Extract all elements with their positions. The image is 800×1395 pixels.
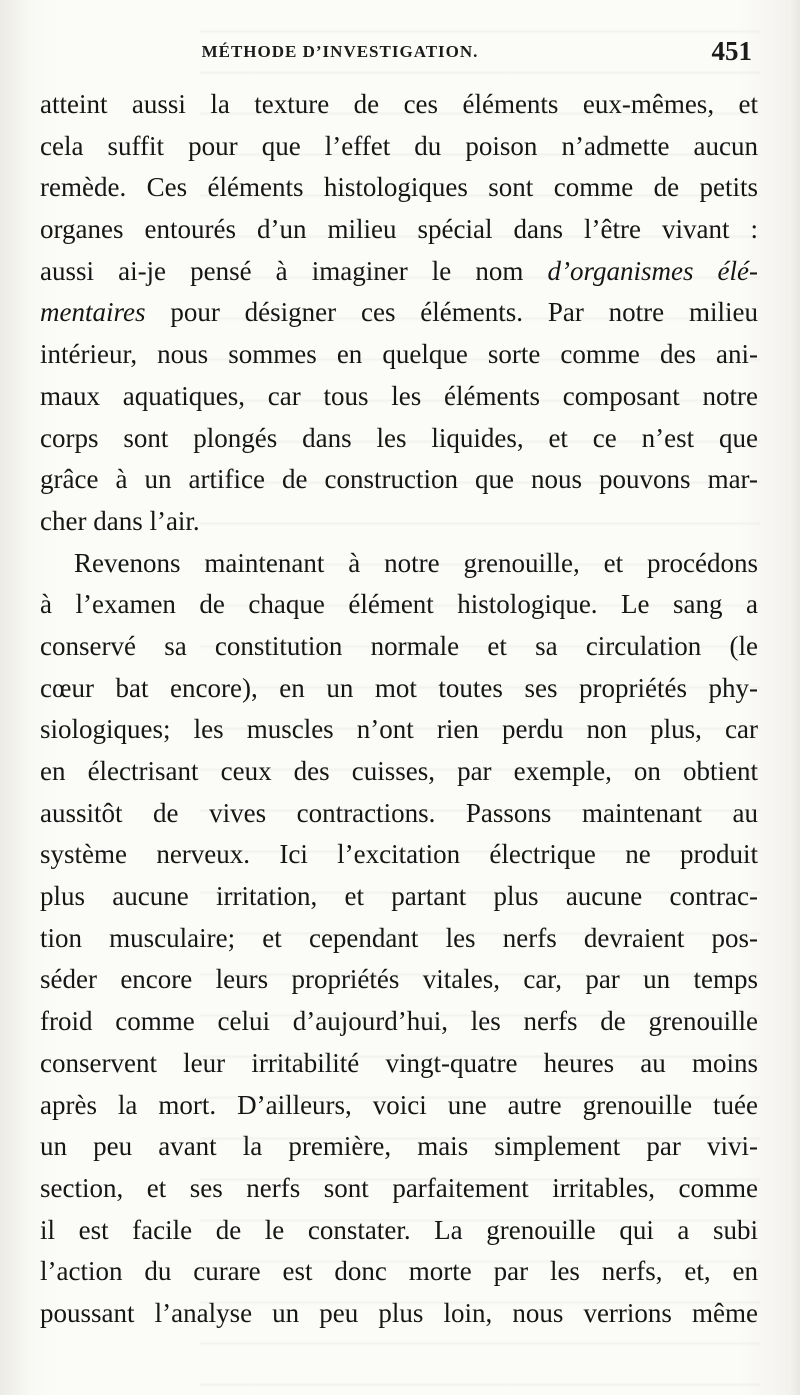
text-line: intérieur, nous sommes en quelque sorte comme des ani- bbox=[40, 339, 758, 370]
text-line: en électrisant ceux des cuisses, par exemple, on obtient bbox=[40, 756, 758, 786]
text-line: plus aucune irritation, et partant plus aucune contrac- bbox=[40, 881, 758, 912]
text-line: maux aquatiques, car tous les éléments composant notre bbox=[40, 380, 758, 411]
paragraph-start-line: Revenons maintenant à notre grenouille, et procédons bbox=[74, 547, 758, 578]
text-line: système nerveux. Ici l’excitation électrique ne produit bbox=[40, 839, 758, 870]
text-line bbox=[40, 292, 758, 334]
text-line: l’action du curare est donc morte par les nerfs, et, en bbox=[40, 1256, 758, 1287]
text-line: conservent leur irritabilité vingt-quatre heures au moins bbox=[40, 1047, 758, 1078]
text-line: section, et ses nerfs sont parfaitement irritables, comme bbox=[40, 1172, 758, 1203]
text-line: grâce à un artifice de construction que nous pouvons mar- bbox=[40, 464, 758, 495]
text-line: atteint aussi la texture de ces éléments eux-mêmes, et bbox=[40, 89, 758, 119]
text-line: cher dans l’air. bbox=[40, 505, 200, 536]
text-line: remède. Ces éléments histologiques sont comme de petits bbox=[40, 172, 758, 203]
text-line: à l’examen de chaque élément histologique. Le sang a bbox=[40, 589, 758, 620]
running-head bbox=[40, 36, 760, 70]
running-head-title: MÉTHODE D’INVESTIGATION. bbox=[201, 42, 479, 61]
text-line: cœur bat encore), en un mot toutes ses propriétés phy- bbox=[40, 672, 758, 703]
body-text bbox=[40, 84, 758, 1335]
text-line: séder encore leurs propriétés vitales, car, par un temps bbox=[40, 964, 758, 995]
italic-term: mentaires bbox=[40, 297, 146, 328]
text-line: conservé sa constitution normale et sa circulation (le bbox=[40, 630, 758, 661]
text-line: poussant l’analyse un peu plus loin, nous verrions même bbox=[40, 1297, 758, 1328]
text-span: aussi ai-je pensé à imaginer le nom bbox=[40, 255, 524, 286]
text-line: il est facile de le constater. La grenouille qui a subi bbox=[40, 1214, 758, 1245]
text-line: froid comme celui d’aujourd’hui, les nerfs de grenouille bbox=[40, 1006, 758, 1037]
text-line: organes entourés d’un milieu spécial dans l’être vivant : bbox=[40, 214, 758, 245]
text-line: cela suffit pour que l’effet du poison n’admette aucun bbox=[40, 130, 758, 161]
italic-term: d’organismes élé- bbox=[547, 255, 758, 286]
page-number: 451 bbox=[711, 36, 752, 66]
text-line: un peu avant la première, mais simplement par vivi- bbox=[40, 1131, 758, 1162]
text-line: corps sont plongés dans les liquides, et ce n’est que bbox=[40, 422, 758, 453]
text-line: après la mort. D’ailleurs, voici une autre grenouille tuée bbox=[40, 1089, 758, 1120]
text-span: pour désigner ces éléments. Par notre milieu bbox=[170, 297, 758, 328]
text-line bbox=[40, 251, 758, 293]
text-line: aussitôt de vives contractions. Passons maintenant au bbox=[40, 797, 758, 828]
text-line: tion musculaire; et cependant les nerfs devraient pos- bbox=[40, 922, 758, 953]
text-line: siologiques; les muscles n’ont rien perdu non plus, car bbox=[40, 714, 758, 745]
